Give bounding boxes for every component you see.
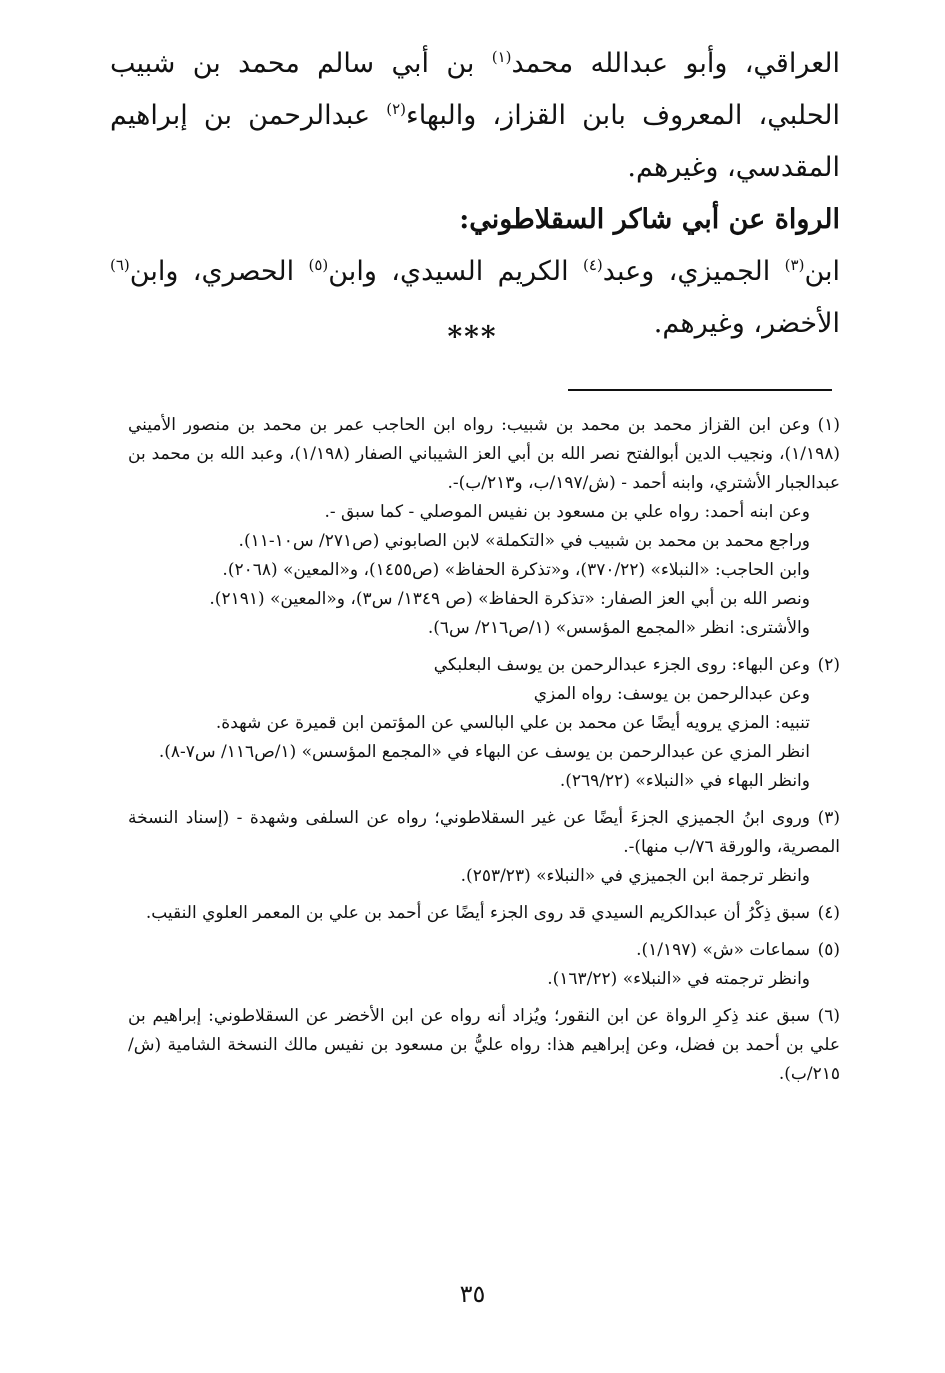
footnote-text: سبق عند ذِكرِ الرواة عن ابن النقور؛ ويُزاد أنه رواه عن ابن الأخضر عن السقلاطوني: إبراهيم بن علي بن أحمد بن فضل، وعن إبراهيم هذا: رواه عليُّ بن مسعود بن نفيس مالك النسخة الشامية (ش/٢١٥/ب). [128, 1006, 840, 1084]
footnote-text: وعن ابن القزاز محمد بن محمد بن شبيب: رواه ابن الحاجب عمر بن محمد بن منصور الأميني (١/١٩٨)، ونجيب الدين أبوالفتح نصر الله بن أبي العز الشيباني الصفار (١/١٩٨)، وعبد الله بن محمد بن عبدالجبار الأشتري، وابنه أحمد - (ش/١٩٧/ب، و٢١٣/ب)-. [128, 415, 840, 493]
footnote-number: (٤) [817, 903, 840, 923]
footnote-line: وابن الحاجب: «النبلاء» (٣٧٠/٢٢)، و«تذكرة الحفاظ» (ص١٤٥٥)، و«المعين» (٢٠٦٨). [222, 560, 810, 580]
section-heading: الرواة عن أبي شاكر السقلاطوني: [459, 204, 840, 235]
footnote-line: وعن ابنه أحمد: رواه علي بن مسعود بن نفيس الموصلي - كما سبق -. [324, 502, 810, 522]
footnote-line: وراجع محمد بن محمد بن شبيب في «التكملة» لابن الصابوني (ص٢٧١/ س١٠-١١). [238, 531, 810, 551]
footnote-line: وانظر ترجمة ابن الجميزي في «النبلاء» (٢٥٣/٢٣). [460, 866, 810, 886]
footnote-1 [128, 411, 840, 643]
text-span: بن أبي سالم محمد بن شبيب الحلبي، المعروف بابن القزاز، والبهاء [110, 48, 840, 131]
text-span: عبدالرحمن بن إبراهيم المقدسي، وغيرهم. [110, 100, 840, 183]
page-number: ٣٥ [459, 1280, 486, 1308]
footnote-line: ونصر الله بن أبي العز الصفار: «تذكرة الحفاظ» (ص ١٣٤٩/ س٣)، و«المعين» (٢١٩١). [209, 589, 810, 609]
footnote-line [128, 899, 840, 928]
footnote-text: وروى ابنُ الجميزي الجزءَ أيضًا عن غير السقلاطوني؛ رواه عن السلفى وشهدة - (إسناد النسخة المصرية، والورقة ٧٦/ب منها)-. [128, 808, 840, 857]
footnote-5 [128, 936, 840, 994]
footnote-4 [128, 899, 840, 928]
footnote-number: (٣) [817, 808, 840, 828]
footnote-text: سماعات «ش» (١/١٩٧). [636, 940, 810, 960]
footnote-line: وعن عبدالرحمن بن يوسف: رواه المزي [533, 684, 810, 704]
footnote-number: (١) [817, 415, 840, 435]
footnote-divider [568, 389, 832, 391]
footnote-line: وانظر ترجمته في «النبلاء» (١٦٣/٢٢). [547, 969, 810, 989]
footnote-line [128, 411, 840, 498]
section-separator-stars: *** [447, 320, 498, 353]
footnote-line: والأشترى: انظر «المجمع المؤسس» (١/ص٢١٦/ س٦). [427, 618, 810, 638]
footnote-text: وعن البهاء: روى الجزء عبدالرحمن بن يوسف البعلبكي [433, 655, 810, 675]
footnote-ref-6[interactable]: (٦) [110, 256, 130, 274]
footnote-line [128, 936, 840, 965]
text-span: الجميزي، وعبد [602, 256, 785, 287]
footnote-ref-2[interactable]: (٢) [386, 100, 406, 118]
footnote-ref-1[interactable]: (١) [491, 48, 512, 66]
text-span: الكريم السيدي، وابن [328, 256, 583, 287]
footnote-ref-3[interactable]: (٣) [784, 256, 805, 274]
footnote-line [128, 1002, 840, 1089]
footnote-line: تنبيه: المزي يرويه أيضًا عن محمد بن علي البالسي عن المؤتمن ابن قميرة عن شهدة. [215, 713, 810, 733]
text-span: ابن [804, 256, 841, 287]
footnote-number: (٦) [817, 1006, 840, 1026]
footnote-line: وانظر البهاء في «النبلاء» (٢٦٩/٢٢). [559, 771, 810, 791]
text-span: الأخضر، وغيرهم. [653, 308, 840, 339]
text-span: العراقي، وأبو عبدالله محمد [511, 48, 840, 79]
footnote-line: انظر المزي عن عبدالرحمن بن يوسف عن البهاء في «المجمع المؤسس» (١/ص١١٦/ س٧-٨). [158, 742, 810, 762]
footnote-text: سبق ذِكْرُ أن عبدالكريم السيدي قد روى الجزء أيضًا عن أحمد بن علي بن المعمر العلوي النقيب. [145, 903, 810, 923]
text-span: الحصري، وابن [129, 256, 309, 287]
footnote-3 [128, 804, 840, 891]
footnote-2 [128, 651, 840, 796]
footnotes [128, 411, 840, 1097]
footnote-line [128, 804, 840, 862]
footnote-number: (٥) [817, 940, 840, 960]
footnote-ref-5[interactable]: (٥) [308, 256, 329, 274]
footnote-6 [128, 1002, 840, 1089]
footnote-ref-4[interactable]: (٤) [583, 256, 603, 274]
paragraph-1 [110, 38, 840, 194]
footnote-line [128, 651, 840, 680]
footnote-number: (٢) [817, 655, 840, 675]
main-text [110, 38, 840, 350]
